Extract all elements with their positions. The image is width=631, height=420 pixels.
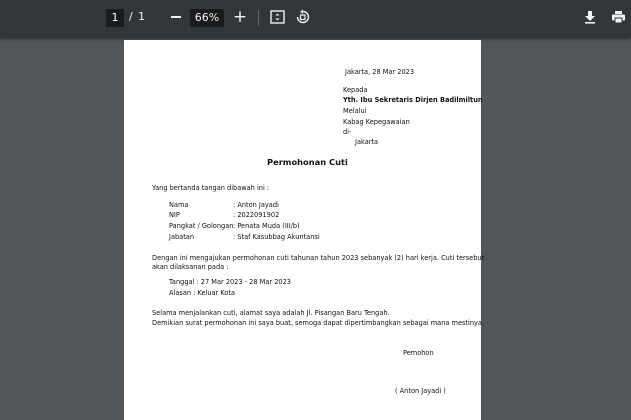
fit-page-icon <box>270 10 285 24</box>
signature-name: ( Anton Jayadi ) <box>395 387 446 395</box>
melalui-label: Melalui <box>343 107 367 115</box>
plus-icon: + <box>232 7 248 27</box>
pemohon-label: Pemohon <box>403 349 434 357</box>
download-icon <box>583 10 597 24</box>
address-text: Selama menjalankan cuti, alamat saya adalah Jl. Pisangan Baru Tengah. <box>152 309 390 317</box>
leave-dates: Tanggal : 27 Mar 2023 - 28 Mar 2023 <box>169 278 291 286</box>
download-button[interactable] <box>581 8 599 26</box>
di-label: di- <box>343 128 352 136</box>
closing-text: Demikian surat permohonan ini saya buat, semoga dapat dipertimbangkan sebagai mana mestinya. <box>152 319 485 327</box>
recipient: Yth. Ibu Sekretaris Dirjen Badilmiltun <box>343 96 483 104</box>
letter-title: Permohonan Cuti <box>267 157 348 167</box>
pdf-toolbar <box>0 0 631 38</box>
field-value: : Staf Kasubbag Akuntansi <box>233 233 320 241</box>
toolbar-divider <box>258 10 259 26</box>
field-label: NIP <box>169 211 180 219</box>
field-label: Jabatan <box>169 233 195 241</box>
zoom-in-button[interactable] <box>232 8 248 26</box>
page-total: 1 <box>138 10 145 23</box>
page-separator: / <box>129 10 133 23</box>
rotate-icon <box>295 9 311 25</box>
pdf-page <box>124 40 485 420</box>
body-text-line-1: Dengan ini mengajukan permohonan cuti tahunan tahun 2023 sebanyak (2) hari kerja. Cuti tersebut <box>152 254 485 262</box>
body-text-line-2: akan dilaksanan pada : <box>152 263 229 271</box>
fit-to-page-button[interactable] <box>268 8 286 26</box>
intro-text: Yang bertanda tangan dibawah ini : <box>152 184 270 192</box>
field-label: Pangkat / Golongan <box>169 222 234 230</box>
city: Jakarta <box>355 138 379 146</box>
rotate-button[interactable] <box>294 8 312 26</box>
via-recipient: Kabag Kepegawaian <box>343 118 410 126</box>
place-date: Jakarta, 28 Mar 2023 <box>345 68 415 76</box>
zoom-level-input[interactable]: 66% <box>190 9 224 27</box>
print-button[interactable] <box>609 8 627 26</box>
page-number-input[interactable]: 1 <box>106 9 124 27</box>
field-value: : Penata Muda (III/b) <box>233 222 300 230</box>
kepada-label: Kepada <box>343 86 368 94</box>
zoom-out-button[interactable] <box>168 9 184 25</box>
field-value: : Anton Jayadi <box>233 201 279 209</box>
field-label: Nama <box>169 201 189 209</box>
print-icon <box>611 10 626 24</box>
field-value: : 2022091902 <box>233 211 280 219</box>
leave-reason: Alasan : Keluar Kota <box>169 289 236 297</box>
minus-icon <box>171 16 181 18</box>
